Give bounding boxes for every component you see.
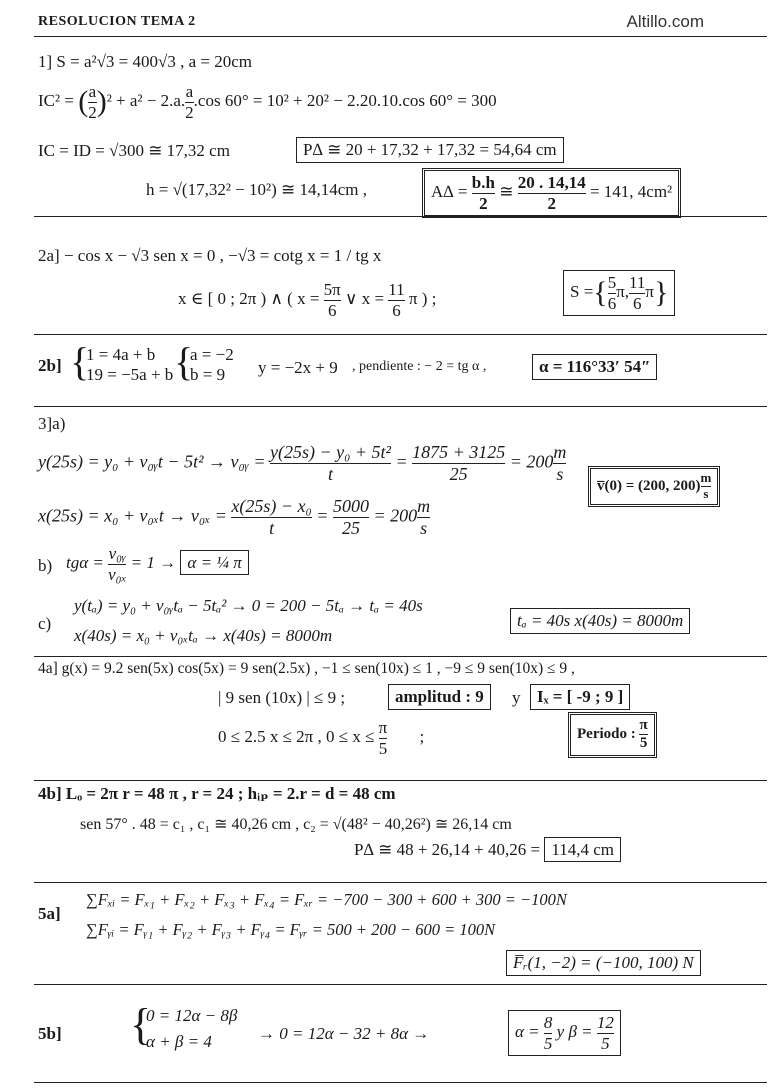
- s2b-system-1: 1 = 4a + b 19 = −5a + b: [86, 345, 174, 384]
- s4a-amplitude-box: amplitud : 9: [388, 684, 491, 710]
- s1-area-box: A∆ = $\frac{b.h}{2}$ ≅ $\frac{20 . 14,14}{2}$ = 141, 4cm²: [422, 168, 681, 218]
- s5a-line-1: ∑Fₓᵢ = Fₓ₁ + Fₓ₂ + Fₓ₃ + Fₓ₄ = Fₓᵣ = −700 − 300 + 600 + 300 = −100N: [86, 890, 567, 909]
- s3-b-equation: tgα = $\frac{\text{v₀ᵧ}}{\text{v₀ₓ}}$ = 1 → α = ¼ π: [66, 544, 249, 584]
- s3-velocity-box: v̅(0) = (200, 200) $\frac{m}{s}$: [588, 466, 720, 507]
- s4a-line-1: 4a] g(x) = 9.2 sen(5x) cos(5x) = 9 sen(2.5x) , −1 ≤ sen(10x) ≤ 1 , −9 ≤ 9 sen(10x) ≤ 9 ,: [38, 660, 575, 677]
- s4a-image-box: Iₓ = [ -9 ; 9 ]: [530, 684, 630, 710]
- s5a-result-box: F̅ᵣ(1, −2) = (−100, 100) N: [506, 950, 701, 976]
- s2b-angle-box: α = 116°33′ 54″: [532, 354, 657, 380]
- s3-line-1: y(25s) = y₀ + v₀ᵧt − 5t² → v₀ᵧ = $\frac{\text{y(25s) − y₀ + 5t²}}{t}$ = $\frac{1875 + 3125}{25}$ = 200 $\frac{m}{s}$: [38, 442, 567, 484]
- s5b-result-box: α = $\frac{8}{5}$ y β = $\frac{12}{5}$: [508, 1010, 621, 1056]
- s4a-period-box: Periodo : $\frac{\pi}{5}$: [568, 712, 657, 758]
- rule-6: [34, 882, 767, 883]
- rule-4: [34, 656, 767, 657]
- s2b-brace-2: {: [174, 339, 194, 384]
- rule-2: [34, 334, 767, 335]
- s4b-line-1: 4b] Lₒ = 2π r = 48 π , r = 24 ; hᵢₚ = 2.r = d = 48 cm: [38, 784, 396, 803]
- s4a-line-2: | 9 sen (10x) | ≤ 9 ;: [218, 688, 346, 707]
- rule-5: [34, 780, 767, 781]
- rule-7: [34, 984, 767, 985]
- header-rule: [34, 36, 767, 37]
- s1-line-3: IC = ID = √300 ≅ 17,32 cm: [38, 141, 230, 160]
- s2b-system-2: a = −2 b = 9: [190, 345, 234, 384]
- s2b-brace-1: {: [70, 339, 90, 384]
- s5b-equation: → 0 = 12α − 32 + 8α →: [258, 1024, 430, 1043]
- s5a-line-2: ∑Fᵧᵢ = Fᵧ₁ + Fᵧ₂ + Fᵧ₃ + Fᵧ₄ = Fᵧᵣ = 500 + 200 − 600 = 100N: [86, 920, 496, 939]
- s2a-solution-box: S ={ $\frac{5}{6}$ π, $\frac{11}{6}$ π}: [563, 270, 675, 316]
- s1-line-1: 1] S = a²√3 = 400√3 , a = 20cm: [38, 52, 252, 71]
- s2a-line-1: 2a] − cos x − √3 sen x = 0 , −√3 = cotg x = 1 / tg x: [38, 246, 382, 265]
- s2a-line-2: x ∈ [ 0 ; 2π ) ∧ ( x = $\frac{5\pi}{6}$ ∨ x = $\frac{11}{6}$ π ) ;: [178, 280, 437, 320]
- s1-line-4: h = √(17,32² − 10²) ≅ 14,14cm ,: [146, 180, 368, 199]
- s3-label: 3]a): [38, 414, 66, 433]
- rule-3: [34, 406, 767, 407]
- s4b-line-2: sen 57° . 48 = c₁ , c₁ ≅ 40,26 cm , c₂ = √(48² − 40,26²) ≅ 26,14 cm: [80, 816, 512, 833]
- s3-b-label: b): [38, 556, 53, 575]
- s3-c-line-1: y(tₐ) = y₀ + v₀ᵧtₐ − 5tₐ² → 0 = 200 − 5tₐ → tₐ = 40s: [74, 596, 423, 615]
- s4b-line-3: P∆ ≅ 48 + 26,14 + 40,26 = 114,4 cm: [354, 840, 621, 860]
- s3-c-label: c): [38, 614, 52, 633]
- s3-line-2: x(25s) = x₀ + v₀ₓt → v₀ₓ = $\frac{\text{x(25s) − x₀}}{t}$ = $\frac{5000}{25}$ = 200 $\frac{m}{s}$: [38, 496, 431, 538]
- s5b-system: 0 = 12α − 8β α + β = 4: [146, 1006, 238, 1051]
- s5a-label: 5a]: [38, 904, 61, 923]
- s2b-equation: y = −2x + 9: [258, 358, 338, 377]
- s2b-slope: , pendiente : − 2 = tg α ,: [352, 359, 487, 374]
- s2b-label: 2b]: [38, 356, 62, 375]
- s4a-line-3: 0 ≤ 2.5 x ≤ 2π , 0 ≤ x ≤ $\frac{\pi}{5}$ ;: [218, 718, 425, 758]
- s4a-y-text: y: [512, 688, 521, 707]
- page-header-title: RESOLUCION TEMA 2: [38, 14, 196, 29]
- rule-8: [34, 1082, 767, 1083]
- s3-c-line-2: x(40s) = x₀ + v₀ₓtₐ → x(40s) = 8000m: [74, 626, 333, 645]
- s1-line-2: IC² = ( $\frac{a}{2}$ )² + a² − 2.a. $\frac{a}{2}$ .cos 60° = 10² + 20² − 2.20.10.cos 60° = 300: [38, 82, 497, 122]
- s5b-brace: {: [130, 1000, 152, 1049]
- brand-watermark: Altillo.com: [626, 12, 704, 31]
- s5b-label: 5b]: [38, 1024, 62, 1043]
- rule-1: [34, 216, 767, 217]
- s3-c-box: tₐ = 40s x(40s) = 8000m: [510, 608, 690, 634]
- s1-perimeter-box: P∆ ≅ 20 + 17,32 + 17,32 = 54,64 cm: [296, 137, 564, 163]
